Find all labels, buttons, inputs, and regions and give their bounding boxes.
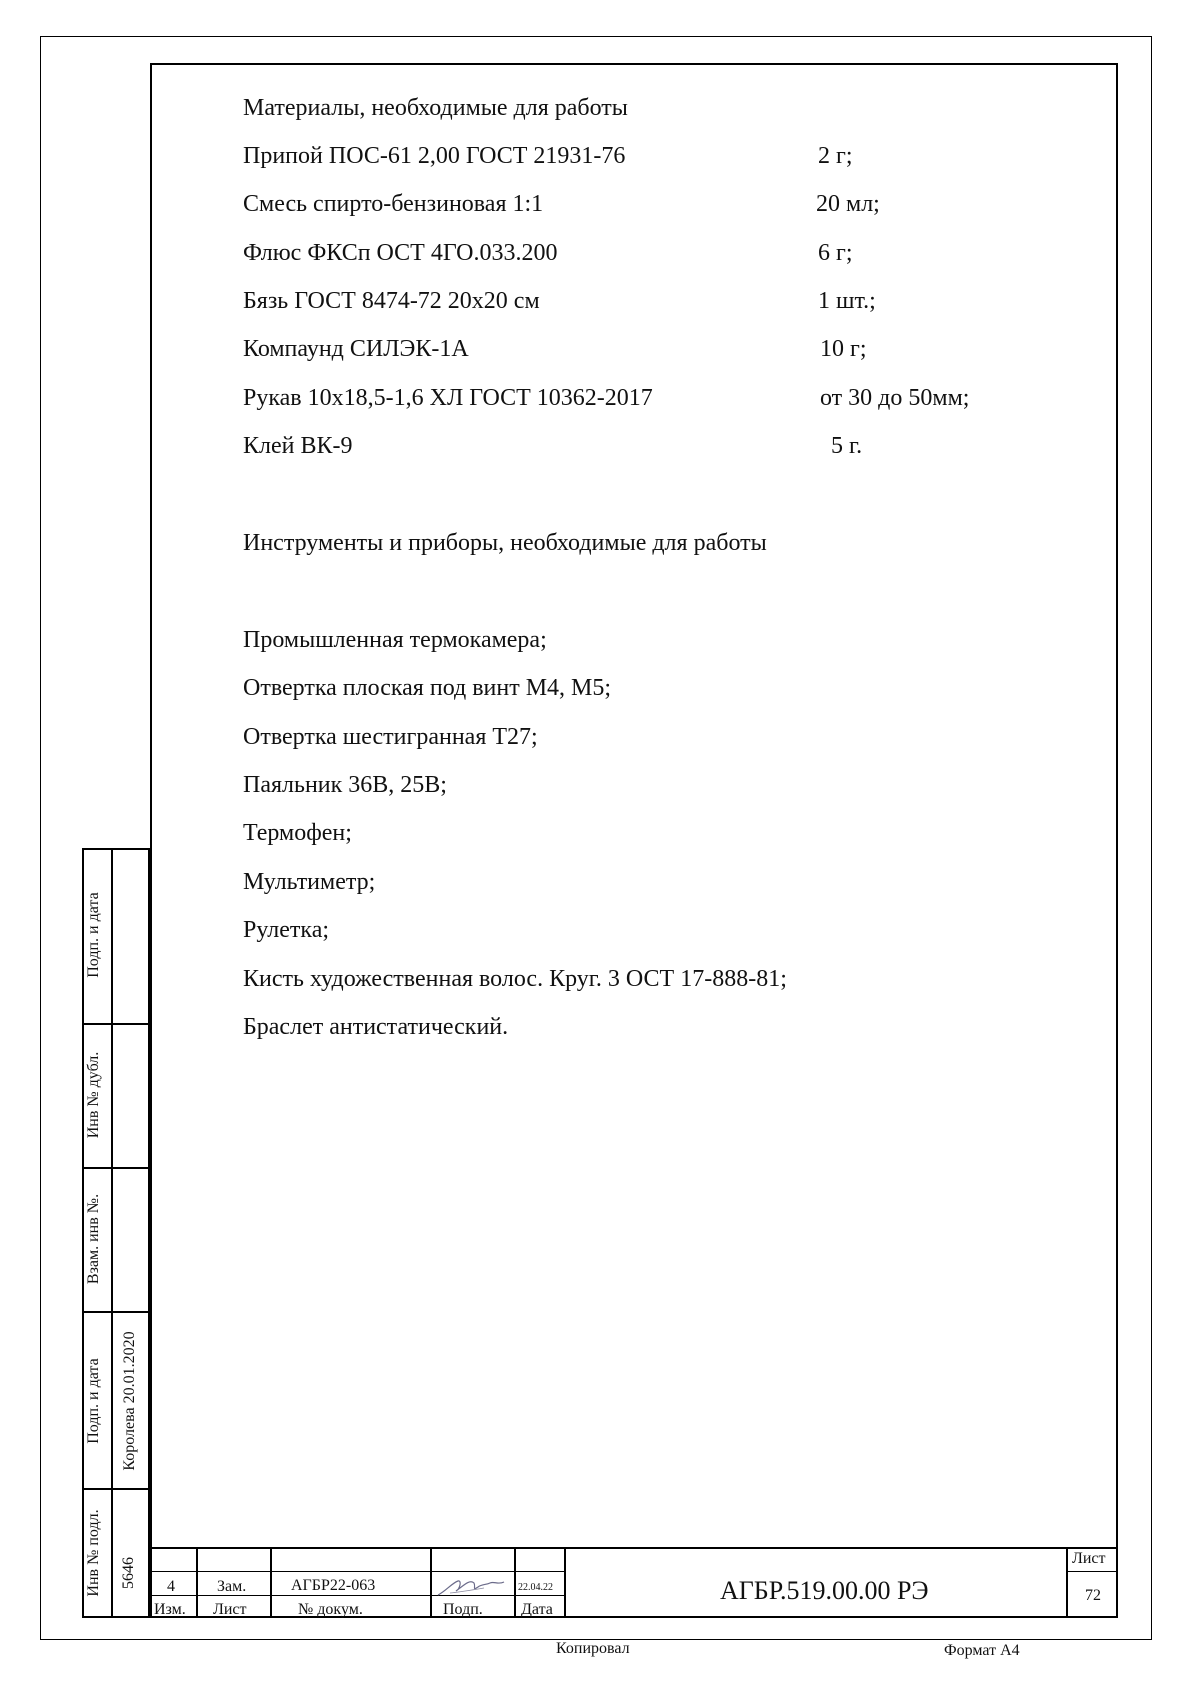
tool-item: Паяльник 36В, 25В; [243, 772, 447, 798]
title-col-line [196, 1547, 198, 1618]
materials-heading: Материалы, необходимые для работы [243, 95, 628, 121]
stamp-label-podp-data-top: Подп. и дата [85, 892, 102, 978]
stamp-label-inv-dubl: Инв № дубл. [85, 1051, 102, 1139]
material-name: Флюс ФКСп ОСТ 4ГО.033.200 [243, 240, 558, 266]
sheet-cell-line [1066, 1571, 1118, 1572]
document-designation: АГБР.519.00.00 РЭ [720, 1576, 929, 1605]
signature-icon [432, 1573, 512, 1599]
tool-item: Мультиметр; [243, 869, 376, 895]
izm-label: Изм. [154, 1601, 186, 1618]
tool-item: Рулетка; [243, 917, 330, 943]
material-qty: 6 г; [818, 240, 853, 266]
copied-label: Копировал [556, 1640, 630, 1657]
tool-item: Браслет антистатический. [243, 1014, 509, 1040]
material-name: Смесь спирто-бензиновая 1:1 [243, 191, 544, 217]
title-col-line [270, 1547, 272, 1618]
side-stamp-divider [111, 848, 113, 1618]
title-col-line [514, 1547, 516, 1618]
material-name: Компаунд СИЛЭК-1А [243, 336, 469, 362]
material-qty: от 30 до 50мм; [820, 385, 970, 411]
stamp-label-podp-data-bottom: Подп. и дата [85, 1358, 102, 1444]
material-qty: 10 г; [820, 336, 867, 362]
podp-label: Подп. [443, 1601, 483, 1618]
tool-item: Отвертка шестигранная Т27; [243, 724, 538, 750]
sheet-label: Лист [1072, 1550, 1106, 1567]
title-block-top-line [150, 1547, 1118, 1549]
sheet-number: 72 [1085, 1587, 1101, 1604]
stamp-label-inv-podl: Инв № подл. [85, 1509, 102, 1597]
doc-label: № докум. [298, 1601, 363, 1618]
tool-item: Отвертка плоская под винт М4, М5; [243, 675, 612, 701]
material-qty: 5 г. [831, 433, 863, 459]
tool-item: Промышленная термокамера; [243, 627, 547, 653]
material-name: Клей ВК-9 [243, 433, 353, 459]
material-qty: 20 мл; [816, 191, 880, 217]
stamp-value-inv-podl: 5646 [120, 1557, 137, 1589]
list-value: Зам. [217, 1578, 247, 1595]
title-col-line [1066, 1547, 1068, 1618]
list-label: Лист [213, 1601, 247, 1618]
doc-value: АГБР22-063 [291, 1577, 376, 1594]
title-col-line [564, 1547, 566, 1618]
stamp-value-signer-date: Королева 20.01.2020 [121, 1331, 138, 1471]
izm-value: 4 [167, 1578, 175, 1595]
title-block-row-line [150, 1571, 565, 1572]
material-name: Бязь ГОСТ 8474-72 20х20 см [243, 288, 540, 314]
stamp-label-vzam-inv: Взам. инв №. [85, 1193, 102, 1285]
material-name: Припой ПОС-61 2,00 ГОСТ 21931-76 [243, 143, 626, 169]
format-label: Формат А4 [944, 1642, 1020, 1659]
tool-item: Кисть художественная волос. Круг. 3 ОСТ 17-888-81; [243, 966, 787, 992]
material-qty: 1 шт.; [818, 288, 876, 314]
date-value: 22.04.22 [518, 1582, 553, 1593]
material-qty: 2 г; [818, 143, 853, 169]
tool-item: Термофен; [243, 820, 352, 846]
tools-heading: Инструменты и приборы, необходимые для работы [243, 530, 767, 556]
date-label: Дата [521, 1601, 553, 1618]
material-name: Рукав 10х18,5-1,6 ХЛ ГОСТ 10362-2017 [243, 385, 653, 411]
